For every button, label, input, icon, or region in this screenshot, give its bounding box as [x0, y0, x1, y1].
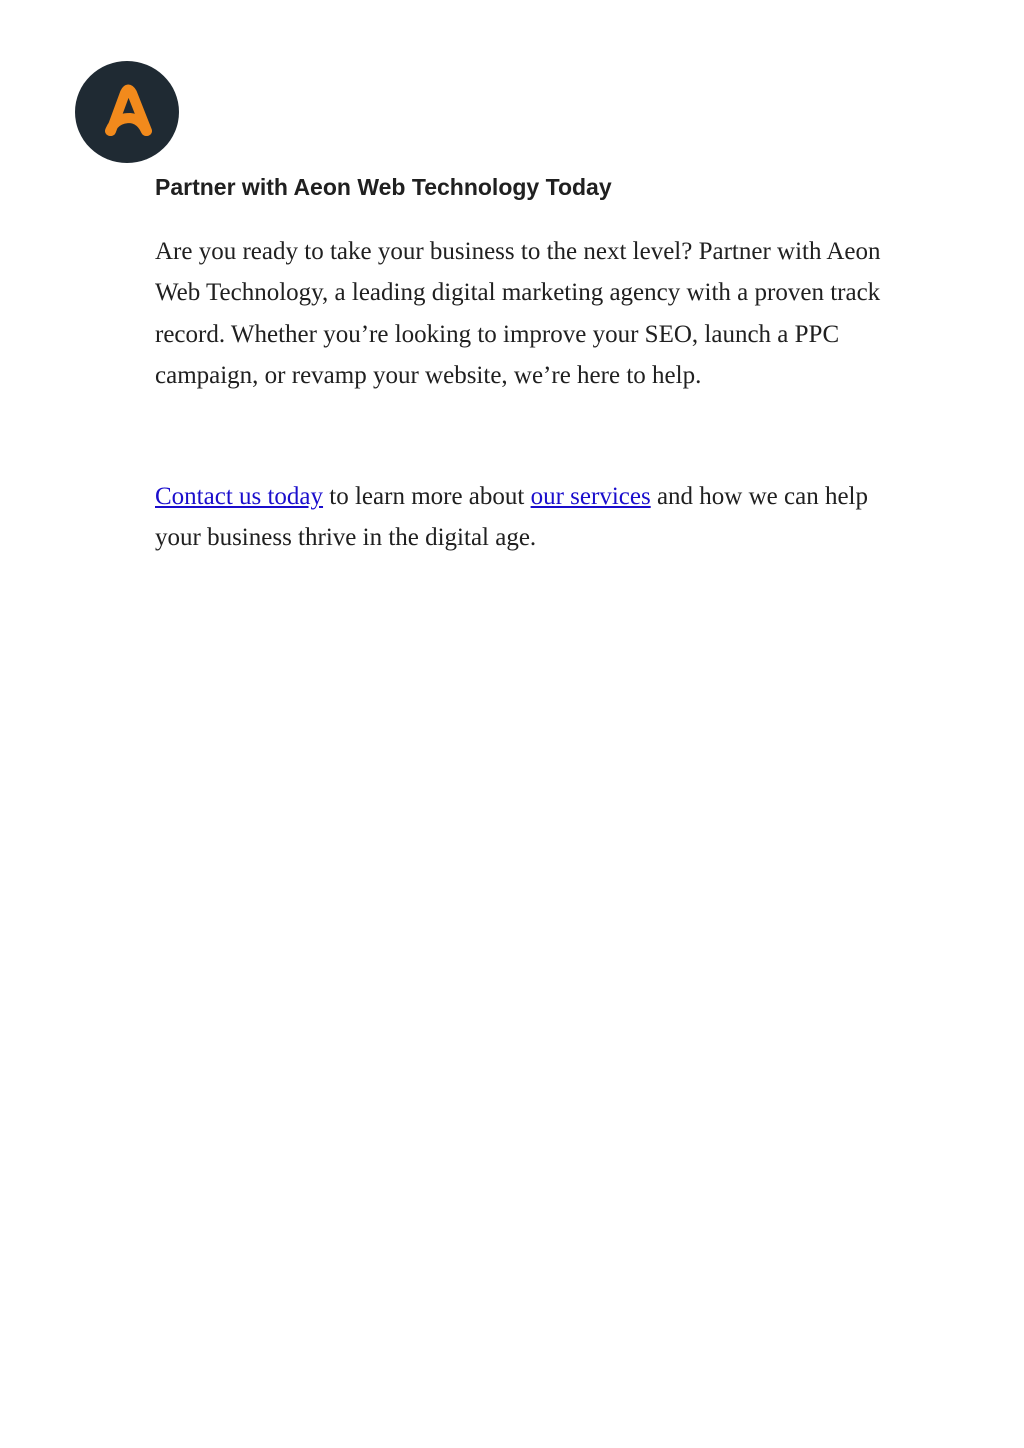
our-services-link[interactable]: our services	[530, 483, 651, 510]
contact-paragraph-text-2: and how we can help your business thrive in the digital age.	[155, 483, 868, 552]
aeon-logo-icon	[75, 61, 179, 163]
contact-paragraph-text-1: to learn more about	[323, 483, 531, 510]
intro-paragraph: Are you ready to take your business to the next level? Partner with Aeon Web Technology, a leading digital marketing agency with a proven track record. Whether you’re looking to improve your SEO, launch a PPC campaign, or revamp your website, we’re here to help.	[155, 238, 881, 389]
contact-us-link[interactable]: Contact us today	[155, 483, 324, 510]
contact-paragraph	[155, 476, 895, 559]
page-heading: Partner with Aeon Web Technology Today	[155, 174, 612, 200]
